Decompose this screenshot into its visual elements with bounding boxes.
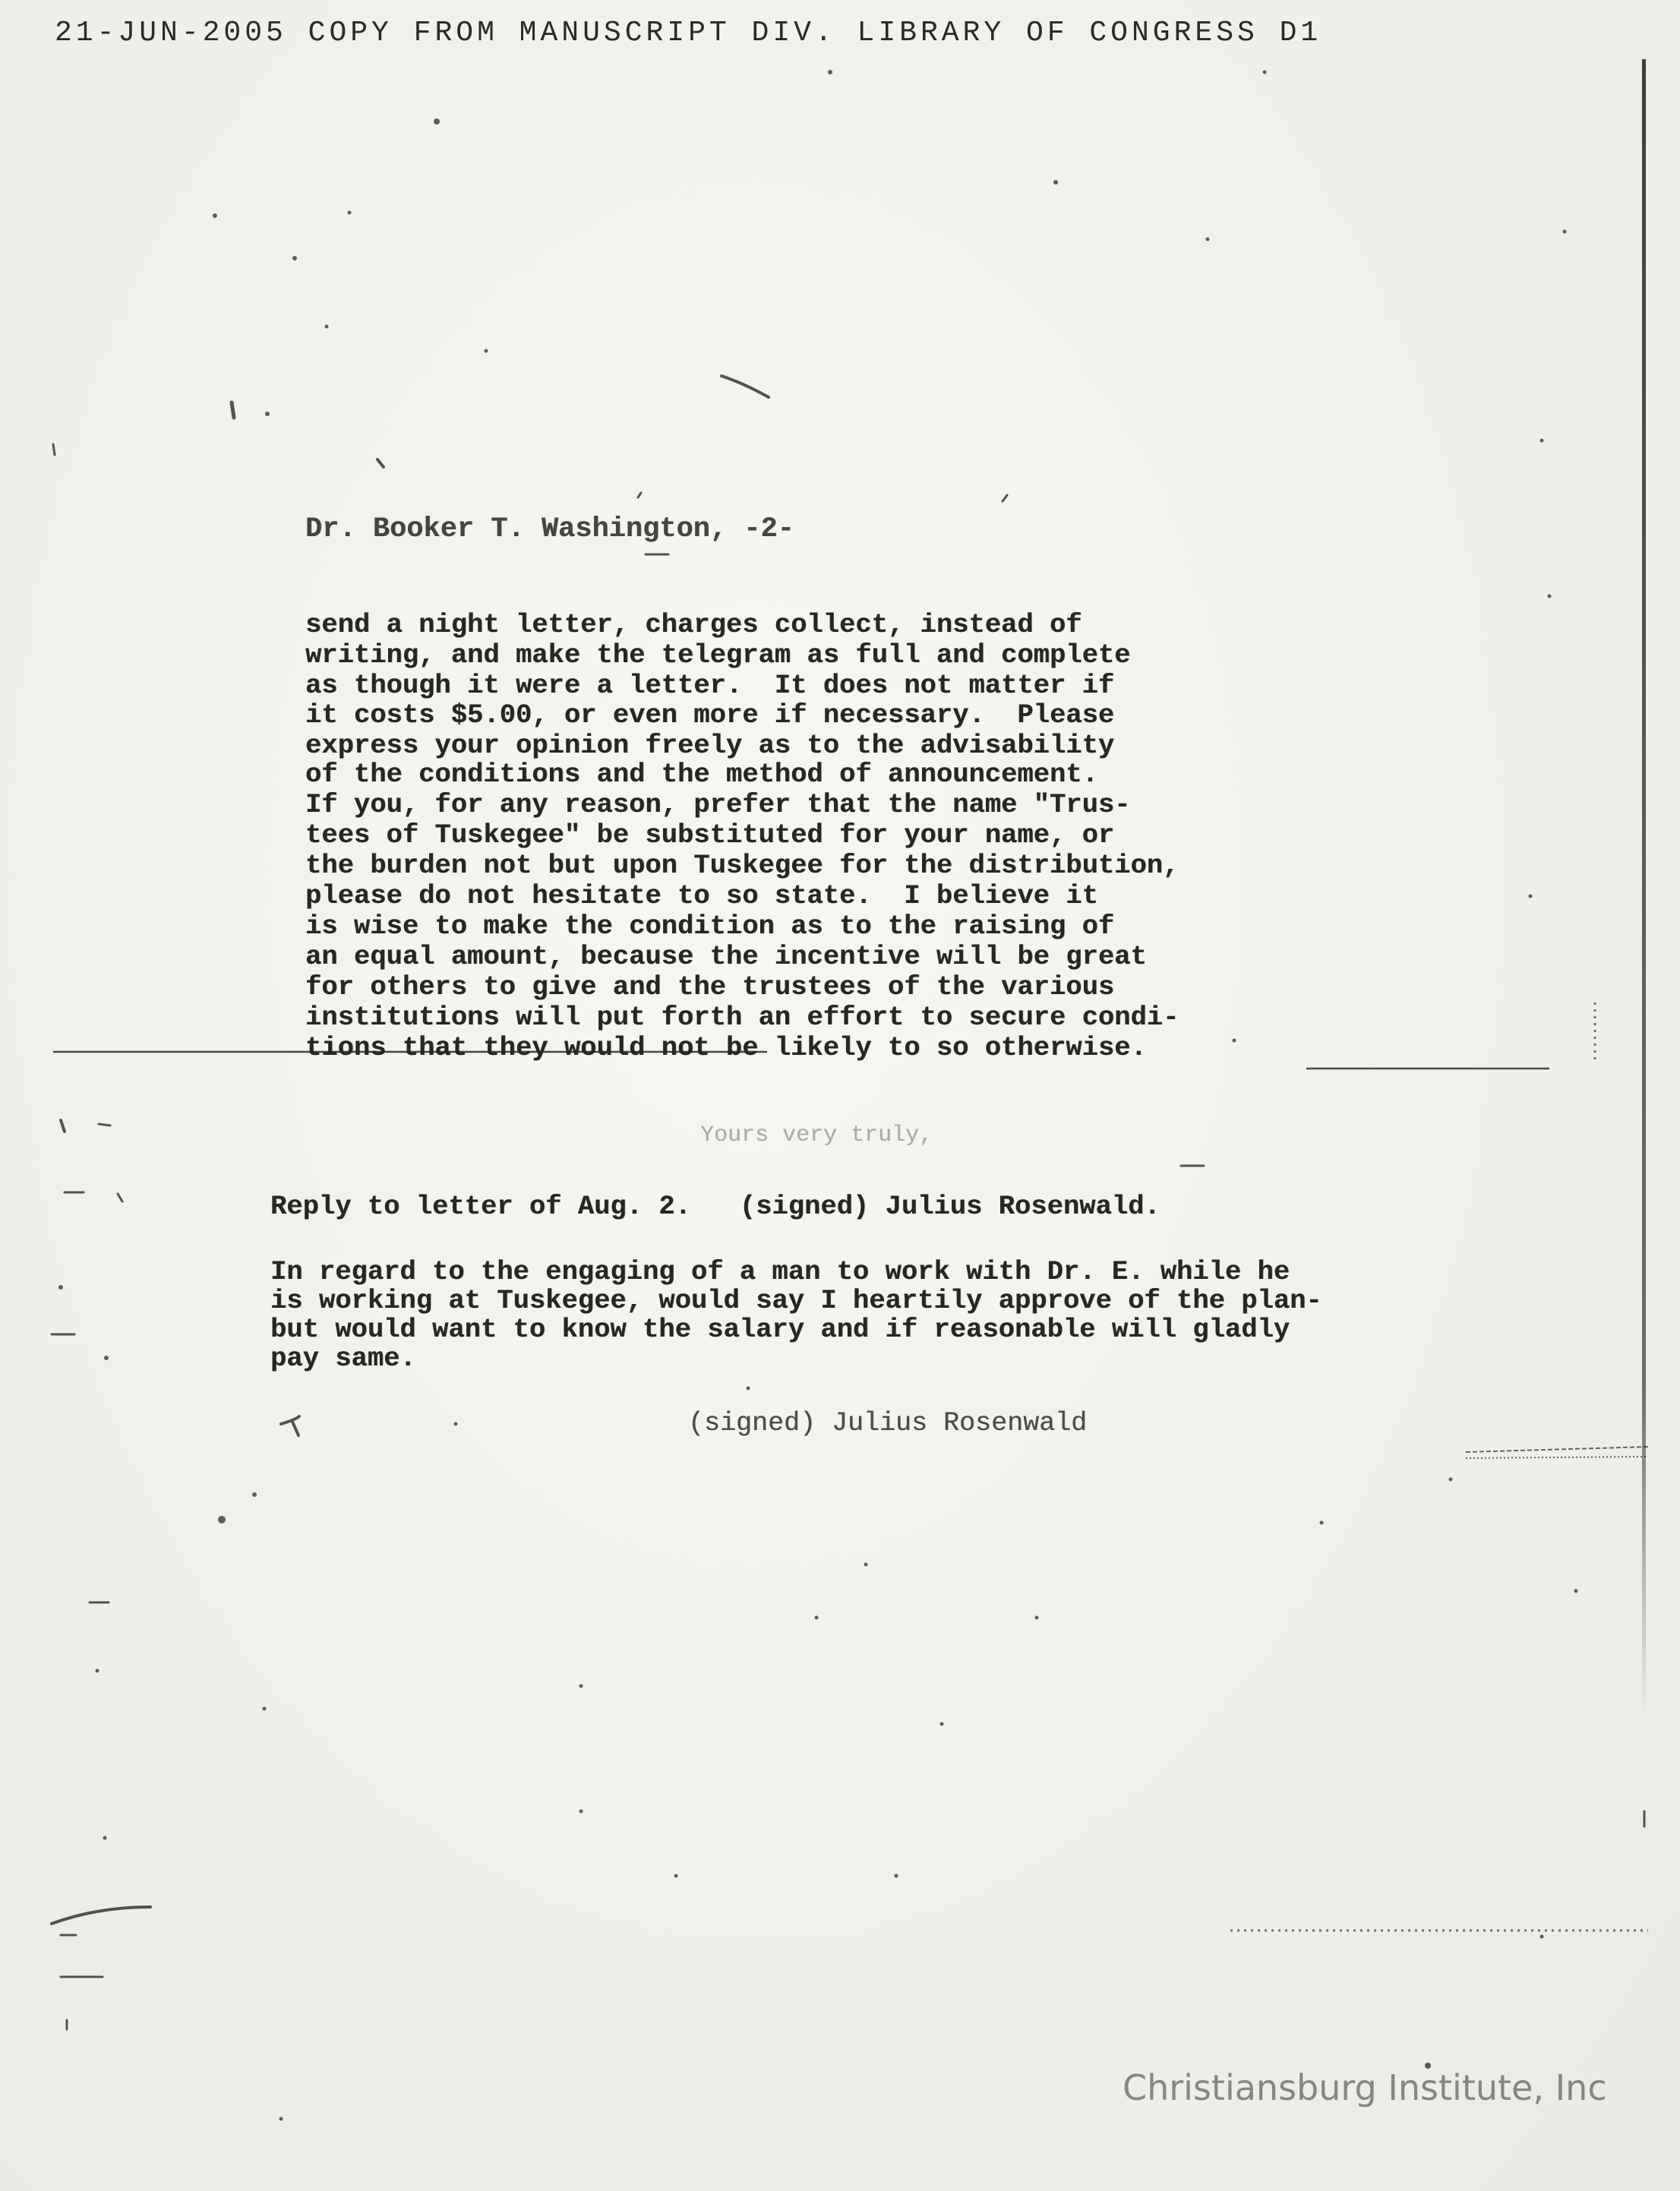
letter-body-line: please do not hesitate to so state. I believe it [305, 880, 1098, 911]
watermark: Christiansburg Institute, Inc [1123, 2067, 1607, 2108]
archive-header: 21-JUN-2005 COPY FROM MANUSCRIPT DIV. LIBRARY OF CONGRESS D1 [55, 17, 1322, 49]
letter-body-line: the burden not but upon Tuskegee for the distribution, [305, 850, 1179, 881]
letter-body-line: express your opinion freely as to the advisability [305, 730, 1115, 761]
letter-body-line: of the conditions and the method of announcement. [305, 759, 1098, 790]
letter-body-line: is wise to make the condition as to the raising of [305, 911, 1115, 942]
reply-body-line: but would want to know the salary and if reasonable will gladly [270, 1314, 1290, 1345]
letter-body-line: as though it were a letter. It does not matter if [305, 670, 1115, 701]
reply-heading: Reply to letter of Aug. 2. (signed) Julius Rosenwald. [270, 1191, 1161, 1222]
reply-signature: (signed) Julius Rosenwald [688, 1408, 1088, 1438]
letter-body-line: it costs $5.00, or even more if necessary. Please [305, 699, 1115, 731]
letter-body-line: tees of Tuskegee" be substituted for your name, or [305, 819, 1115, 851]
reply-body-line: pay same. [270, 1343, 416, 1374]
letter-body-line: for others to give and the trustees of the various [305, 971, 1115, 1002]
letter-body-line: institutions will put forth an effort to secure condi- [305, 1002, 1179, 1033]
letter-body-line: send a night letter, charges collect, instead of [305, 609, 1082, 640]
letter-body-line: tions that they would not be likely to so otherwise. [305, 1032, 1147, 1063]
reply-body-line: In regard to the engaging of a man to work with Dr. E. while he [270, 1256, 1290, 1287]
letter-body-line: writing, and make the telegram as full and complete [305, 639, 1131, 671]
letter-addressee: Dr. Booker T. Washington, -2- [305, 513, 794, 545]
letter-body-line: If you, for any reason, prefer that the name "Trus- [305, 789, 1131, 820]
letter-closing: Yours very truly, [700, 1122, 933, 1148]
letter-body-line: an equal amount, because the incentive will be great [305, 941, 1147, 972]
reply-body-line: is working at Tuskegee, would say I heartily approve of the plan- [270, 1285, 1322, 1316]
